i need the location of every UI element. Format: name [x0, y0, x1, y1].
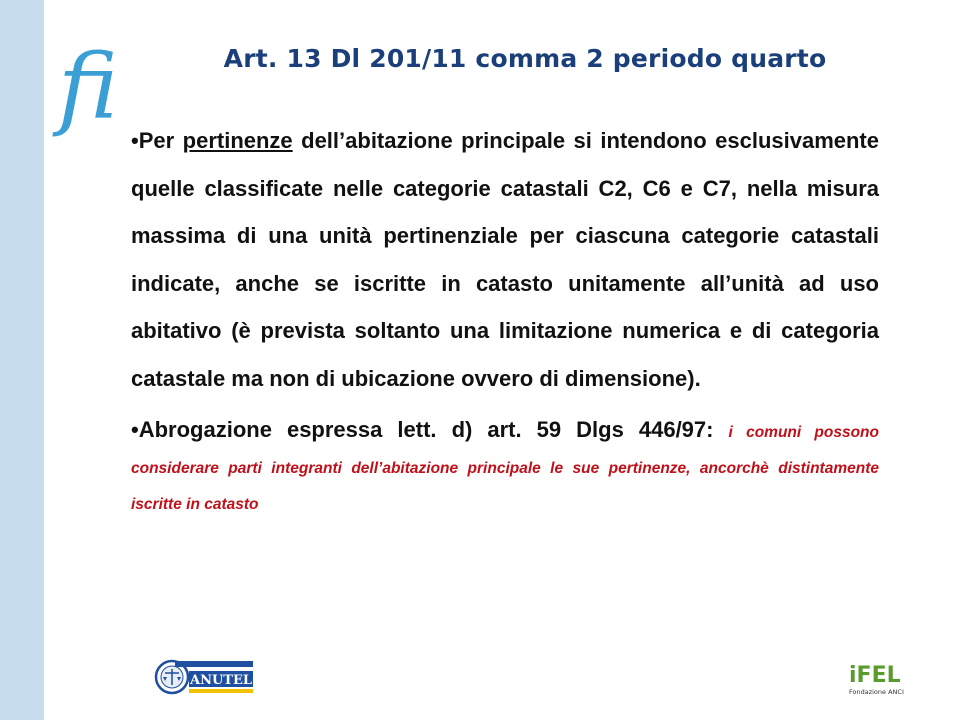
bullet-2-heading: •Abrogazione espressa lett. d) art. 59 Dlgs 446/97:: [131, 417, 729, 442]
anutel-logo: [155, 657, 257, 697]
bullet-1-prefix: •Per: [131, 128, 183, 153]
bullet-pertinenze: [131, 117, 879, 402]
slide-content: [131, 117, 879, 523]
left-decorative-band: [0, 0, 44, 720]
bullet-abrogazione: [131, 412, 879, 523]
bullet-1-underlined-term: pertinenze: [182, 128, 293, 153]
svg-text:ANUTEL: ANUTEL: [189, 673, 253, 688]
svg-text:iFEL: iFEL: [849, 663, 901, 688]
bullet-1-text: dell’abitazione principale si intendono esclusivamente quelle classificate nelle categorie catastali C2, C6 e C7, nella misura massima di una unità pertinenziale per ciascuna categorie catastali indicate, anche se iscritte in catasto unitamente all’unità ad uso abitativo (è prevista soltanto una limitazione numerica e di categoria catastale ma non di ubicazione ovvero di dimensione).: [131, 128, 879, 391]
svg-text:Fondazione ANCI: Fondazione ANCI: [849, 688, 904, 696]
slide-title: Art. 13 Dl 201/11 comma 2 periodo quarto: [223, 44, 827, 73]
fi-logo: [56, 35, 136, 140]
bullet-2-note: i comuni possono considerare parti integranti dell’abitazione principale le sue pertinenze, ancorchè distintamente iscritte in catasto: [131, 424, 879, 513]
svg-text:fi: fi: [58, 35, 119, 140]
ifel-logo: [848, 650, 904, 700]
